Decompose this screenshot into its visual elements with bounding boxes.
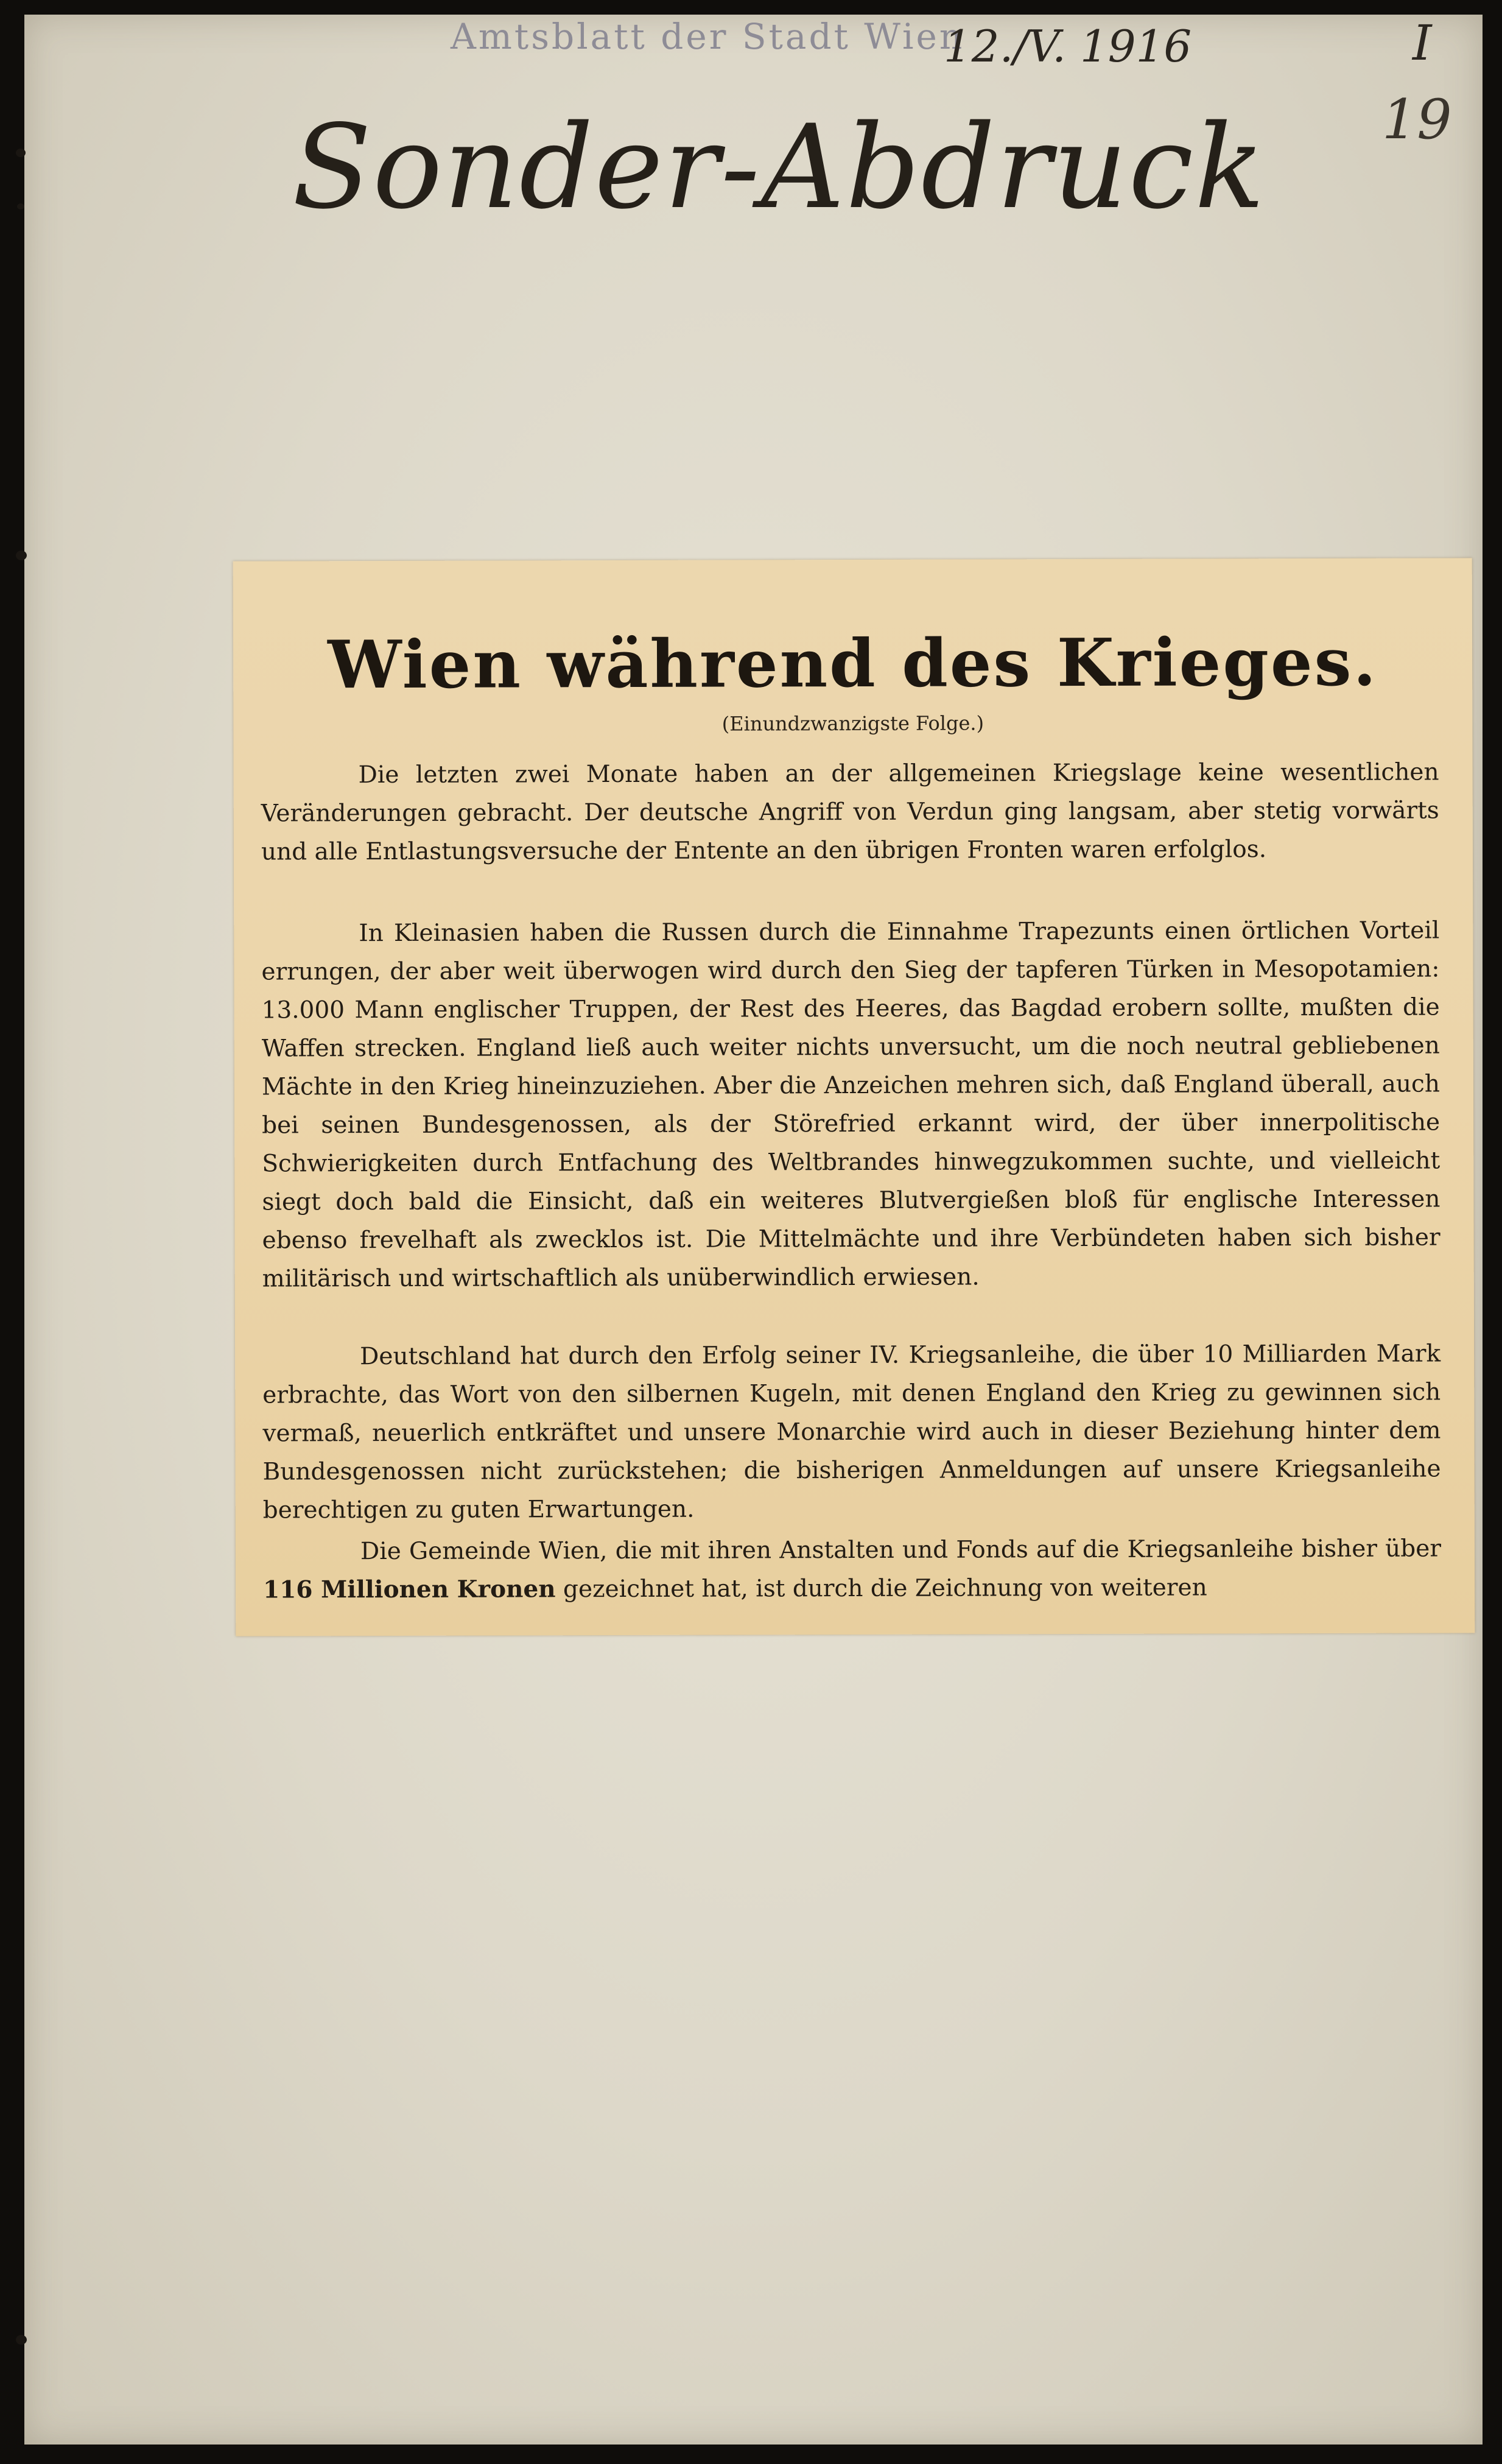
staple-hole [16,2335,27,2345]
newspaper-clipping [233,558,1475,1636]
handwritten-roman-numeral: I [1413,15,1432,71]
article-paragraph: Die letzten zwei Monate haben an der allgemeinen Kriegslage keine wesentlichen Veränderungen gebracht. Der deutsche Angriff von Verdun ging langsam, aber stetig vorwärts und alle Entlastungsversuche der Entente an den übrigen Fronten waren erfolglos. [261,758,1439,866]
archive-sheet [24,15,1483,2445]
paragraph-text: gezeichnet hat, ist durch die Zeichnung von weiteren [555,1574,1207,1603]
handwritten-date: 12./V. 1916 [944,21,1192,72]
staple-hole [16,551,27,560]
article-paragraph: In Kleinasien haben die Russen durch die Einnahme Trapezunts einen örtlichen Vorteil errungen, der aber weit überwogen wird durch den Sieg der tapferen Türken in Mesopotamien: 13.000 Mann englischer Truppen, der Rest des Heeres, das Bagdad erobern sollte, mußten die Waffen strecken. England ließ auch weiter nichts unversucht, um die noch neutral gebliebenen Mächte in den Krieg hineinzuziehen. Aber die Anzeichen mehren sich, daß England überall, auch bei seinen Bundesgenossen, als der Störefried erkannt wird, der über innerpolitische Schwierigkeiten durch Entfachung des Weltbrandes hinwegzukommen suchte, und vielleicht siegt doch bald die Einsicht, daß ein weiteres Blutvergießen bloß für englische Interessen ebenso frevelhaft als zwecklos ist. Die Mittelmächte und ihre Verbündeten haben sich bisher militärisch und wirtschaftlich als unüberwindlich erwiesen. [261,917,1441,1293]
staple-hole [16,149,26,157]
paragraph-text: Die Gemeinde Wien, die mit ihren Anstalten und Fonds auf die Kriegsanleihe bisher über [360,1535,1442,1566]
article-title: Wien während des Krieges. [328,624,1378,704]
handwritten-folio-number: 19 [1382,88,1452,152]
archive-stamp: Amtsblatt der Stadt Wien [451,16,965,57]
staple-hole [17,203,24,209]
article-paragraph-last [263,1529,1441,1609]
emphasized-amount: 116 Millionen Kronen [263,1575,556,1604]
article-subtitle: (Einundzwanzigste Folge.) [721,711,984,736]
handwritten-heading: Sonder-Abdruck [292,100,1266,234]
article-paragraph: Deutschland hat durch den Erfolg seiner IV. Kriegsanleihe, die über 10 Milliarden Mark erbrachte, das Wort von den silbernen Kugeln, mit denen England den Krieg zu gewinnen sich vermaß, neuerlich entkräftet und unsere Monarchie wird auch in dieser Beziehung hinter dem Bundesgenossen nicht zurückstehen; die bisherigen Anmeldungen auf unsere Kriegsanleihe berechtigen zu guten Erwartungen. [262,1340,1441,1524]
